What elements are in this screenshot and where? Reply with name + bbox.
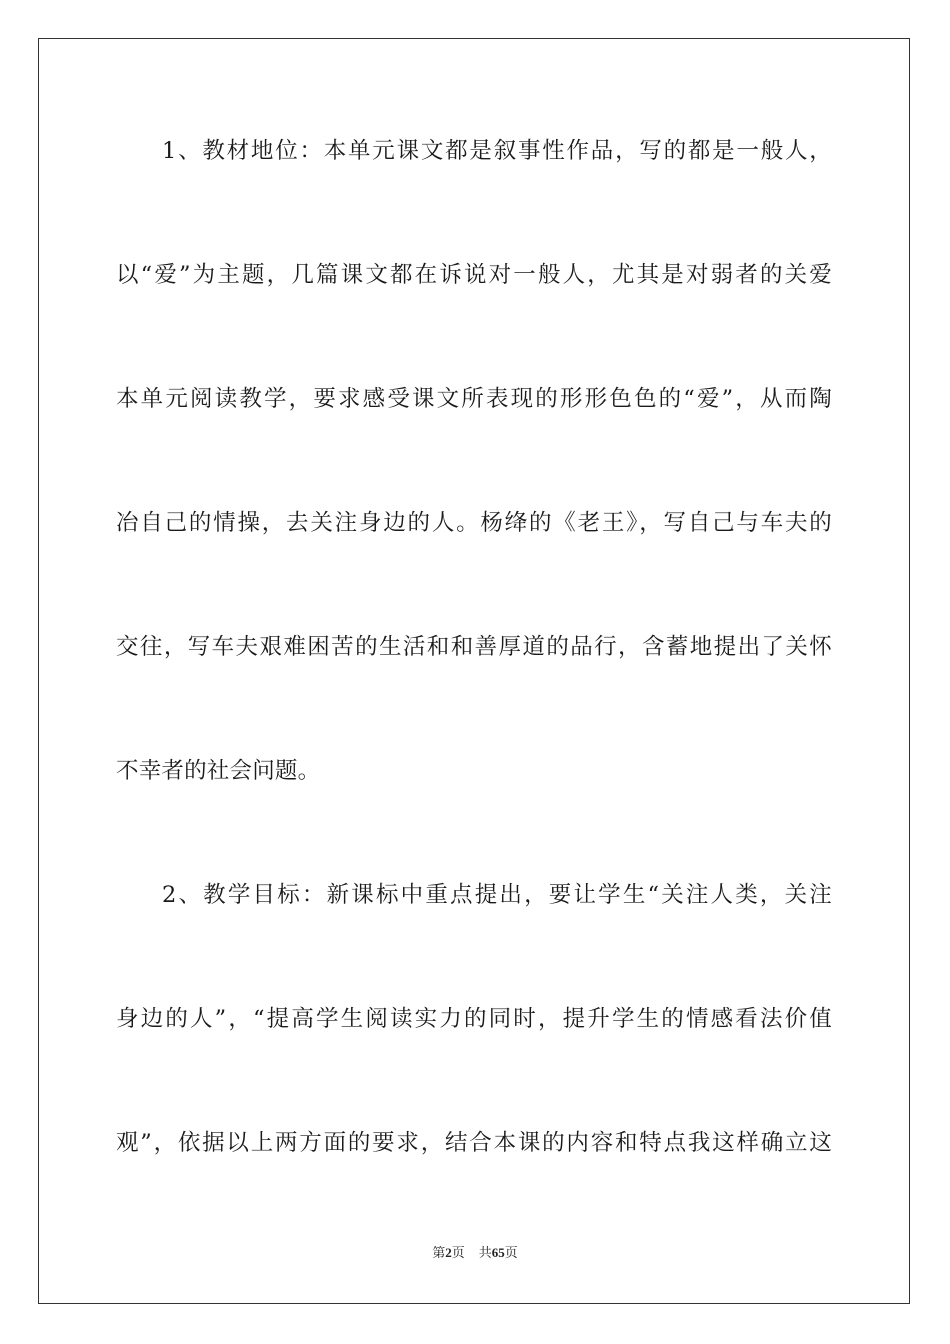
page-border bbox=[38, 38, 910, 1304]
paragraph-2-line-1: 2、教学目标：新课标中重点提出，要让学生“关注人类，关注 bbox=[162, 882, 832, 908]
paragraph-2-line-3: 观”，依据以上两方面的要求，结合本课的内容和特点我这样确立这 bbox=[116, 1130, 832, 1156]
page-prefix: 第 bbox=[432, 1246, 446, 1261]
paragraph-1-line-5: 交往，写车夫艰难困苦的生活和和善厚道的品行，含蓄地提出了关怀 bbox=[116, 634, 832, 660]
page-number: 2 bbox=[445, 1245, 452, 1260]
paragraph-1-line-6: 不幸者的社会问题。 bbox=[116, 758, 321, 784]
paragraph-2-line-2: 身边的人”，“提高学生阅读实力的同时，提升学生的情感看法价值 bbox=[116, 1006, 832, 1032]
paragraph-1-line-4: 冶自己的情操，去关注身边的人。杨绛的《老王》，写自己与车夫的 bbox=[116, 510, 832, 536]
total-prefix: 共 bbox=[478, 1246, 492, 1261]
paragraph-1-line-1: 1、教材地位：本单元课文都是叙事性作品，写的都是一般人， bbox=[162, 138, 832, 164]
total-suffix: 页 bbox=[504, 1246, 518, 1261]
page-footer bbox=[0, 1244, 950, 1263]
total-pages: 65 bbox=[491, 1245, 505, 1260]
paragraph-1-line-3: 本单元阅读教学，要求感受课文所表现的形形色色的“爱”，从而陶 bbox=[116, 386, 832, 412]
page-suffix: 页 bbox=[451, 1246, 465, 1261]
paragraph-1-line-2: 以“爱”为主题，几篇课文都在诉说对一般人，尤其是对弱者的关爱 bbox=[116, 262, 832, 288]
